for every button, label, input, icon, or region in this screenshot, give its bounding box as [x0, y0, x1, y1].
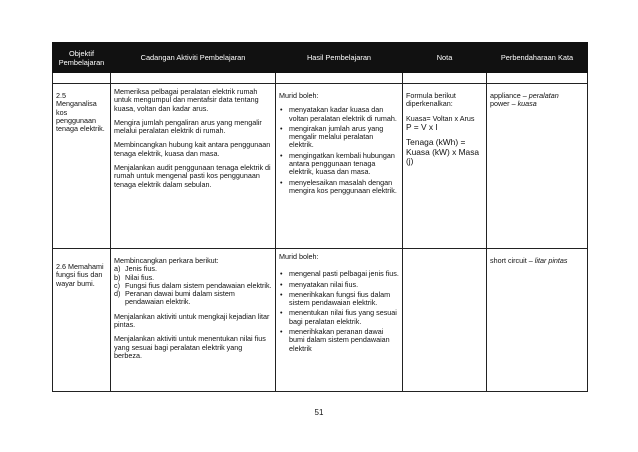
- vocab-cell: [487, 84, 588, 249]
- list-item: • mengingatkan kembali hubungan antara penggunaan tenaga elektrik, kuasa dan masa.: [289, 152, 399, 177]
- outcomes-cell: [276, 84, 403, 249]
- vocab-separator: –: [509, 99, 518, 109]
- outcome-list: [279, 106, 399, 195]
- list-item-text: Fungsi fius dalam sistem pendawaian elektrik.: [125, 280, 272, 290]
- list-item: • menentukan nilai fius yang sesuai bagi peralatan elektrik.: [289, 309, 399, 326]
- outcome-lead: Murid boleh:: [279, 252, 319, 261]
- list-item: [114, 290, 272, 307]
- activity-text: Memeriksa pelbagai peralatan elektrik rumah untuk mengumpul dan mentafsir data tentang kuasa, voltan dan kadar arus.: [114, 87, 259, 113]
- activity-text: Membincangkan hubung kait antara penggunaan tenaga elektrik, kuasa dan masa.: [114, 140, 271, 158]
- vocab-english: power: [490, 99, 510, 109]
- activity-text: Menjalankan aktiviti untuk menentukan nilai fius yang sesuai bagi peralatan elektrik yang berbeza.: [114, 334, 266, 360]
- list-marker: d): [114, 289, 121, 299]
- header-cadangan: Cadangan Aktiviti Pembelajaran: [111, 43, 276, 73]
- activities-cell: [111, 84, 276, 249]
- note-cell: [403, 249, 487, 392]
- header-kata: Perbendaharaan Kata: [487, 43, 588, 73]
- header-nota: Nota: [403, 43, 487, 73]
- list-item: • menerihkakan peranan dawai bumi dalam sistem pendawaian elektrik: [289, 328, 399, 353]
- vocab-english: short circuit: [490, 256, 527, 265]
- note-intro: Formula berikut diperkenalkan:: [406, 91, 456, 109]
- vocab-english: appliance: [490, 91, 521, 100]
- outcomes-cell: [276, 249, 403, 392]
- list-item: • menyatakan kadar kuasa dan voltan peralatan elektrik di rumah.: [289, 106, 399, 123]
- spacer-row: [53, 73, 588, 84]
- list-item-text: Jenis fius.: [125, 264, 157, 274]
- note-cell: [403, 84, 487, 249]
- vocab-entry: [490, 100, 584, 108]
- note-formula: Tenaga (kWh) = Kuasa (kW) x Masa (j): [406, 137, 480, 167]
- list-marker: a): [114, 264, 121, 274]
- vocab-separator: –: [520, 91, 529, 100]
- vocab-malay: litar pintas: [534, 256, 568, 265]
- activity-text: Menjalankan audit penggunaan tenaga elektrik di rumah untuk mengenal pasti kos penggunaan tenaga elektrik dalam sebulan.: [114, 163, 271, 189]
- curriculum-table: [52, 42, 588, 392]
- list-item: • menyelesaikan masalah dengan mengira kos penggunaan elektrik.: [289, 179, 399, 196]
- list-item-text: Peranan dawai bumi dalam sistem pendawaian elektrik.: [125, 289, 235, 307]
- list-marker: c): [114, 280, 120, 290]
- list-item: • menerihkakan fungsi fius dalam sistem pendawaian elektrik.: [289, 291, 399, 308]
- note-formula: P = V x I: [406, 121, 438, 132]
- objective-text: 2.5 Menganalisa kos penggunaan tenaga elektrik.: [56, 91, 105, 134]
- header-row: [53, 43, 588, 73]
- vocab-malay: peralatan: [528, 91, 559, 100]
- list-item: • mengenal pasti pelbagai jenis fius.: [289, 270, 399, 278]
- header-hasil: Hasil Pembelajaran: [276, 43, 403, 73]
- activity-text: Menjalankan aktiviti untuk mengkaji kejadian litar pintas.: [114, 311, 270, 330]
- vocab-cell: [487, 249, 588, 392]
- list-item: • mengirakan jumlah arus yang mengalir melalui peralatan elektrik.: [289, 125, 399, 150]
- table-row: [53, 249, 588, 392]
- page-number: 51: [314, 408, 324, 417]
- activities-list: [114, 265, 272, 306]
- outcome-list: [279, 270, 399, 353]
- table-row: [53, 84, 588, 249]
- objective-cell: [53, 84, 111, 249]
- outcome-lead: Murid boleh:: [279, 91, 319, 100]
- vocab-entry: [490, 257, 584, 265]
- activities-lead: Membincangkan perkara berikut:: [114, 256, 219, 265]
- vocab-malay: kuasa: [517, 99, 537, 109]
- list-marker: b): [114, 272, 121, 282]
- activity-text: Mengira jumlah pengaliran arus yang mengalir melalui peralatan elektrik di rumah.: [114, 117, 262, 136]
- activities-cell: [111, 249, 276, 392]
- header-objektif: Objektif Pembelajaran: [53, 43, 111, 73]
- objective-text: 2.6 Memahami fungsi fius dan wayar bumi.: [56, 262, 104, 288]
- list-item: • menyatakan nilai fius.: [289, 281, 399, 289]
- vocab-separator: –: [526, 256, 535, 265]
- objective-cell: [53, 249, 111, 392]
- list-item-text: Nilai fius.: [125, 272, 155, 282]
- note-formula: Kuasa= Voltan x Arus: [406, 113, 475, 123]
